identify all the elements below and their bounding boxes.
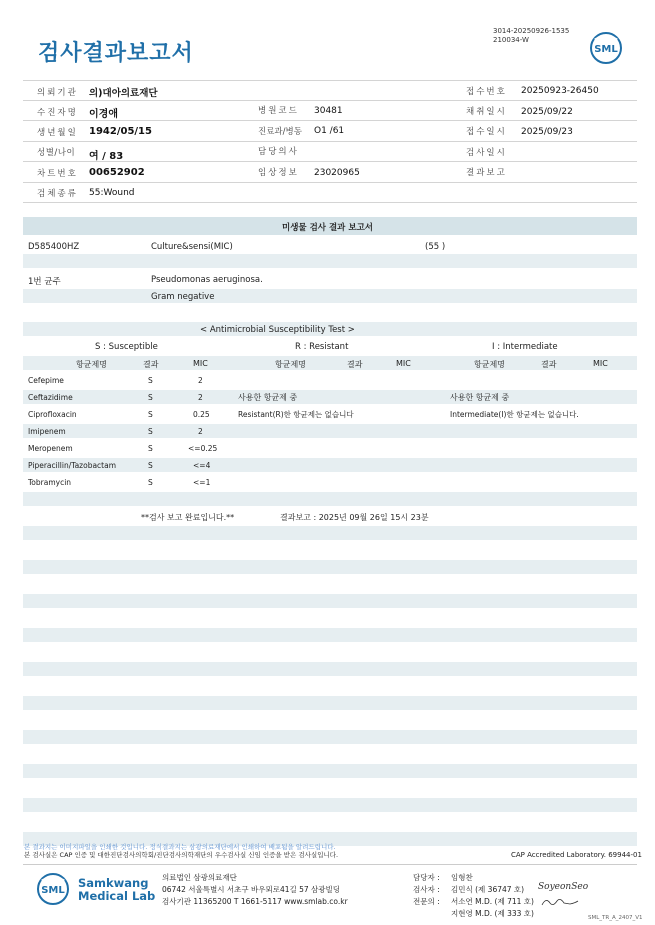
specimen-type: 55:Wound (89, 188, 135, 198)
birth-date: 1942/05/15 (89, 126, 152, 137)
cap-accreditation: CAP Accredited Laboratory. 69944-01 (511, 851, 642, 859)
certification-note: 본 검사실은 CAP 인증 및 대한진단검사의학회/진단검사의학재단의 우수검사실 신임 인증을 받은 검사실입니다. (24, 851, 339, 859)
test-name: Culture&sensi(MIC) (151, 242, 233, 252)
legend-intermediate: I : Intermediate (492, 342, 558, 352)
receipt-number: 20250923-26450 (521, 86, 599, 96)
form-version: SML_TR_A_2407_V1 (588, 915, 643, 921)
receipt-date: 2025/09/23 (521, 127, 573, 137)
collection-date: 2025/09/22 (521, 107, 573, 117)
organism-label: 1번 균주 (28, 277, 61, 287)
hospital-code: 30481 (314, 106, 343, 116)
ast-title: < Antimicrobial Susceptibility Test > (200, 325, 355, 335)
note-resistant-2: Resistant(R)한 항균제는 없습니다 (238, 410, 354, 419)
organism-gram: Gram negative (151, 292, 215, 302)
organism-name: Pseudomonas aeruginosa. (151, 275, 263, 285)
test-code: D585400HZ (28, 242, 80, 252)
department-ward: O1 /61 (314, 126, 345, 136)
lab-name: Samkwang Medical Lab (78, 876, 156, 903)
svg-text:SML: SML (41, 885, 65, 896)
note-intermediate-2: Intermediate(I)한 항균제는 없습니다. (450, 410, 579, 419)
chart-number: 00652902 (89, 167, 145, 178)
sml-logo-icon (589, 31, 623, 65)
document-number: 3014-20250926-1535 210034-W (493, 27, 570, 44)
report-header: 미생물 검사 결과 보고서 (282, 223, 373, 233)
signature: SoyeonSeo (538, 882, 589, 892)
patient-name: 이경애 (89, 109, 118, 120)
requesting-institution: 의)대아의료재단 (89, 88, 158, 99)
result-time: 결과보고 : 2025년 09월 26일 15시 23분 (280, 513, 429, 522)
legend-resistant: R : Resistant (295, 342, 349, 352)
clinical-info: 23020965 (314, 168, 360, 178)
sex-age: 여 / 83 (89, 151, 124, 162)
test-extra: (55 ) (425, 242, 446, 252)
note-intermediate-1: 사용한 항균제 중 (450, 393, 510, 402)
staff-list: 담당자 : 임형찬 검사자 : 김민식 (제 36747 호) 전문의 : 서소연 M.D. (제 711 호) 지현영 M.D. (제 333 호) (413, 873, 534, 918)
lab-address: 의료법인 삼광의료재단 06742 서울특별시 서초구 바우뫼로41길 57 삼광빌딩 검사기관 11365200 T 1661-5117 www.smlab.co.kr (162, 873, 348, 906)
svg-text:SML: SML (594, 44, 618, 55)
signature-mark-icon (540, 895, 580, 909)
sml-lab-logo-icon (36, 872, 70, 906)
print-warning: 본 결과지는 이미지파일을 인쇄한 것입니다. 정식결과지는 삼광의료재단에서 인쇄하여 배포됨을 알려드립니다. (24, 843, 336, 851)
page-title: 검사결과보고서 (38, 41, 194, 66)
report-complete: **검사 보고 완료입니다.** (141, 513, 235, 522)
note-resistant-1: 사용한 항균제 중 (238, 393, 298, 402)
legend-susceptible: S : Susceptible (95, 342, 158, 352)
